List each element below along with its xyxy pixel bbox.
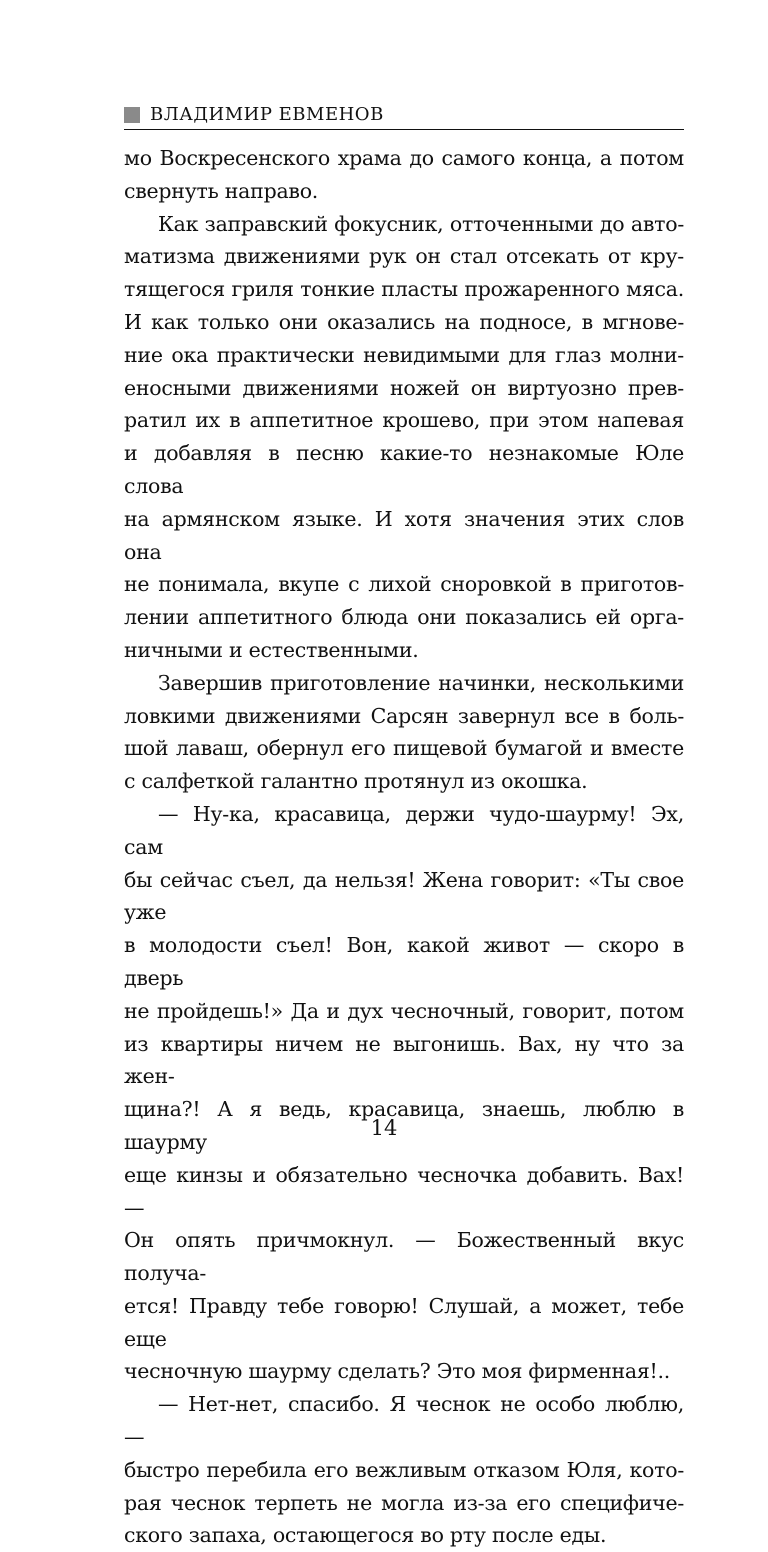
text-line: ратил их в аппетитное крошево, при этом напевая xyxy=(124,408,684,433)
text-line: быстро перебила его вежливым отказом Юля, кото- xyxy=(124,1457,684,1482)
text-line: лении аппетитного блюда они показались ей орга- xyxy=(124,605,684,630)
page-number: 14 xyxy=(370,1116,398,1140)
text-line: ется! Правду тебе говорю! Слушай, а может, тебе еще xyxy=(124,1293,684,1351)
text-line: матизма движениями рук он стал отсекать от кру- xyxy=(124,244,684,269)
text-line: И как только они оказались на подносе, в мгнове- xyxy=(124,309,684,334)
text-line: шой лаваш, обернул его пищевой бумагой и вместе xyxy=(124,736,684,761)
text-line: щина?! А я ведь, красавица, знаешь, люблю в шаурму xyxy=(124,1097,684,1154)
text-line: ние ока практически невидимыми для глаз молни- xyxy=(124,342,684,367)
text-line: бы сейчас съел, да нельзя! Жена говорит: «Ты свое уже xyxy=(124,867,684,925)
text-line: из квартиры ничем не выгонишь. Вах, ну что за жен- xyxy=(124,1031,684,1089)
text-line: мо Воскресенского храма до самого конца, а потом xyxy=(124,146,684,170)
body-text xyxy=(124,142,684,1552)
header-square-mark xyxy=(124,107,140,123)
author-name: ВЛАДИМИР ЕВМЕНОВ xyxy=(150,104,384,125)
text-line: с салфеткой галантно протянул из окошка. xyxy=(124,769,588,794)
text-line: Завершив приготовление начинки, несколькими xyxy=(158,670,684,695)
text-line: тящегося гриля тонкие пласты прожаренного мяса. xyxy=(124,277,684,302)
text-line: — Ну-ка, красавица, держи чудо-шаурму! Эх, сам xyxy=(124,801,684,859)
text-line: ничными и естественными. xyxy=(124,637,419,662)
text-line: не понимала, вкупе с лихой сноровкой в приготов- xyxy=(124,572,684,597)
text-line: ловкими движениями Сарсян завернул все в боль- xyxy=(124,703,684,728)
text-line: рая чеснок терпеть не могла из-за его специфиче- xyxy=(124,1490,684,1515)
text-line: свернуть направо. xyxy=(124,178,319,203)
text-line: и добавляя в песню какие-то незнакомые Юле слова xyxy=(124,441,684,498)
text-line: в молодости съел! Вон, какой живот — скоро в дверь xyxy=(124,933,684,990)
text-line: не пройдешь!» Да и дух чесночный, говорит, потом xyxy=(124,998,684,1023)
text-line: чесночную шаурму сделать? Это моя фирменная!.. xyxy=(124,1359,671,1384)
text-line: ского запаха, остающегося во рту после еды. xyxy=(124,1523,607,1548)
text-line: еще кинзы и обязательно чесночка добавить. Вах! — xyxy=(124,1162,684,1220)
running-head xyxy=(124,103,684,130)
text-line: на армянском языке. И хотя значения этих слов она xyxy=(124,506,684,564)
text-line: Как заправский фокусник, отточенными до авто- xyxy=(158,211,684,236)
text-line: — Нет-нет, спасибо. Я чеснок не особо люблю, — xyxy=(124,1392,684,1450)
text-line: Он опять причмокнул. — Божественный вкус получа- xyxy=(124,1228,684,1286)
text-line: еносными движениями ножей он виртуозно прев- xyxy=(124,375,684,400)
